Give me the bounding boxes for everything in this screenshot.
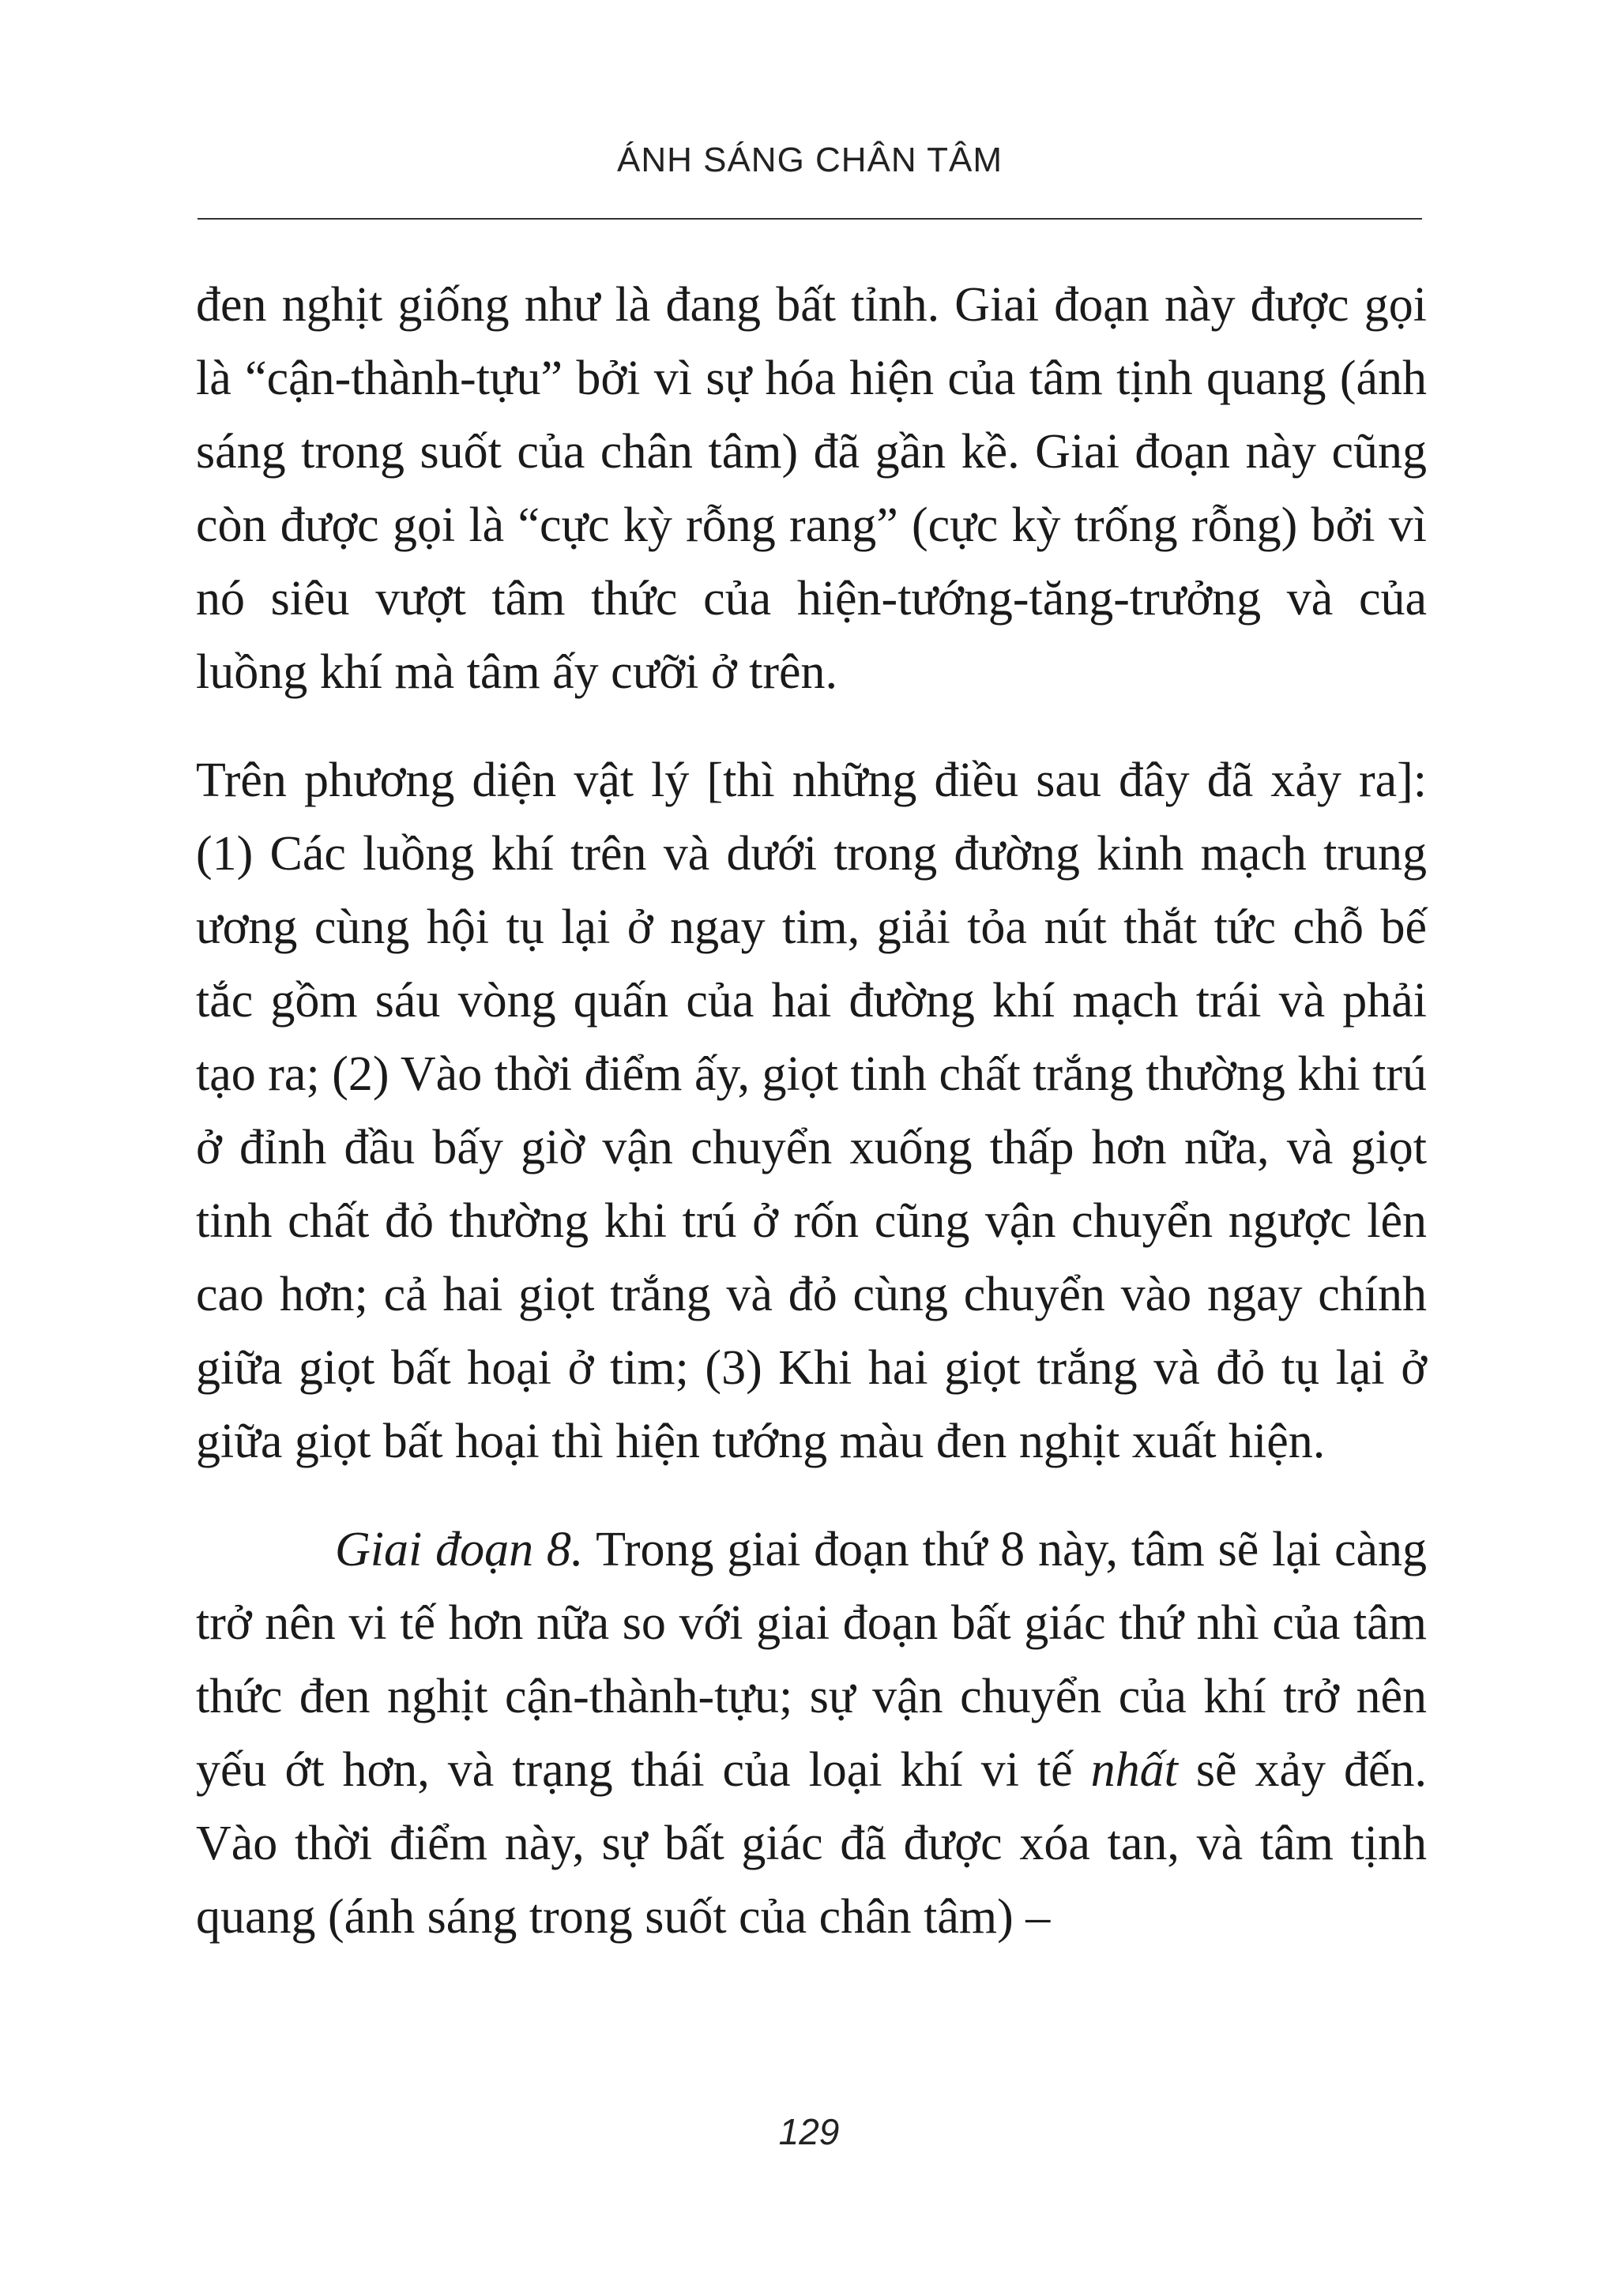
- page-body: [196, 269, 1427, 1954]
- emphasized-word: nhất: [1090, 1743, 1178, 1797]
- header-rule: [198, 218, 1422, 220]
- paragraph-1: đen nghịt giống như là đang bất tỉnh. Giai đoạn này được gọi là “cận-thành-tựu” bởi vì sự hóa hiện của tâm tịnh quang (ánh sáng trong suốt của chân tâm) đã gần kề. Giai đoạn này cũng còn được gọi là “cực kỳ rỗng rang” (cực kỳ trống rỗng) bởi vì nó siêu vượt tâm thức của hiện-tướng-tăng-trưởng và của luồng khí mà tâm ấy cưỡi ở trên.: [196, 278, 1427, 699]
- paragraph-3: [196, 1513, 1427, 1954]
- paragraph-3-text-b: sẽ xảy đến. Vào thời điểm này, sự bất giác đã được xóa tan, và tâm tịnh quang (ánh sáng trong suốt của chân tâm) –: [196, 1743, 1427, 1944]
- paragraph-3-text-a: Trong giai đoạn thứ 8 này, tâm sẽ lại càng trở nên vi tế hơn nữa so với giai đoạn bất giác thứ nhì của tâm thức đen nghịt cận-thành-tựu; sự vận chuyển của khí trở nên yếu ớt hơn, và trạng thái của loại khí vi tế: [196, 1523, 1427, 1797]
- paragraph-2: Trên phương diện vật lý [thì những điều sau đây đã xảy ra]: (1) Các luồng khí trên và dưới trong đường kinh mạch trung ương cùng hội tụ lại ở ngay tim, giải tỏa nút thắt tức chỗ bế tắc gồm sáu vòng quấn của hai đường khí mạch trái và phải tạo ra; (2) Vào thời điểm ấy, giọt tinh chất trắng thường khi trú ở đỉnh đầu bấy giờ vận chuyển xuống thấp hơn nữa, và giọt tinh chất đỏ thường khi trú ở rốn cũng vận chuyển ngược lên cao hơn; cả hai giọt trắng và đỏ cùng chuyển vào ngay chính giữa giọt bất hoại ở tim; (3) Khi hai giọt trắng và đỏ tụ lại ở giữa giọt bất hoại thì hiện tướng màu đen nghịt xuất hiện.: [196, 753, 1427, 1468]
- page-number: 129: [778, 2111, 840, 2152]
- stage-heading: Giai đoạn 8.: [335, 1523, 584, 1576]
- running-head-title: ÁNH SÁNG CHÂN TÂM: [616, 141, 1003, 179]
